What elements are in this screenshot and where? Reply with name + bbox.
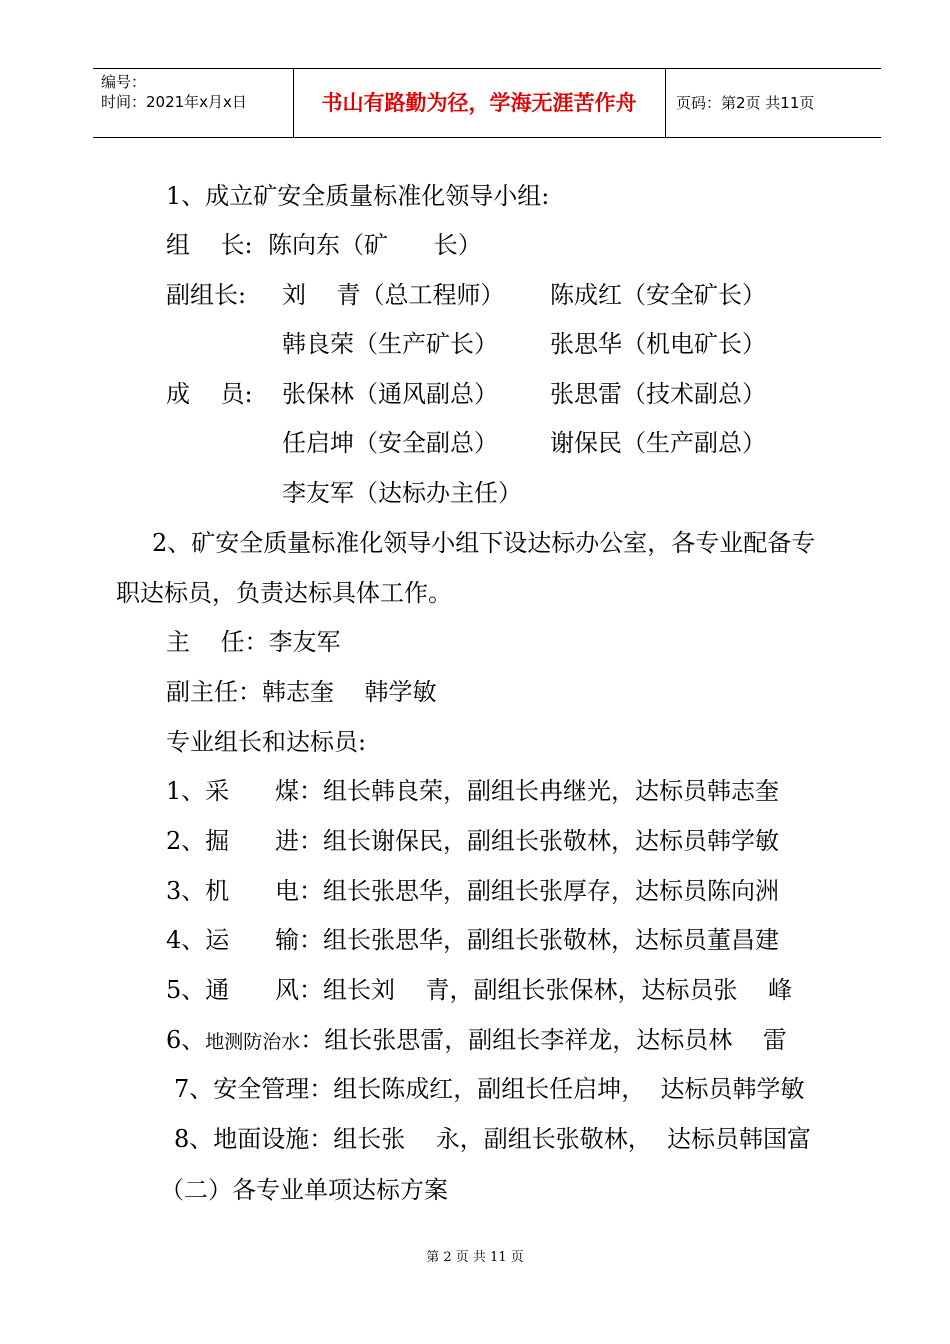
specialty-item: 2、掘 进：组长谢保民，副组长张敬林，达标员韩学敏 (166, 827, 780, 855)
member-a2: 张思雷（技术副总） (550, 380, 766, 408)
director-line: 主 任：李友军 (166, 628, 341, 656)
item6-specialty: 地测防治水 (205, 1031, 301, 1053)
deputy-a1: 刘 青（总工程师） (282, 281, 505, 309)
leader-value: 陈向东（矿 长） (268, 231, 482, 259)
para-2-line-1: 2、矿安全质量标准化领导小组下设达标办公室，各专业配备专 (152, 529, 816, 557)
deputy-a2: 陈成红（安全矿长） (550, 281, 766, 309)
item6-detail: ：组长张思雷，副组长李祥龙，达标员林 雷 (300, 1026, 787, 1054)
header-meta-cell (93, 69, 294, 137)
deputy-b2: 张思华（机电矿长） (550, 330, 766, 358)
para-2-line-2: 职达标员，负责达标具体工作。 (116, 579, 452, 607)
member-a1: 张保林（通风副总） (282, 380, 498, 408)
section-1-heading: 1、成立矿安全质量标准化领导小组: (166, 182, 550, 210)
leader-label: 组 长: (166, 231, 253, 259)
time-label: 时间：2021年x月x日 (101, 93, 247, 111)
specialty-item-8: 8、地面设施：组长张 永，副组长张敬林， 达标员韩国富 (174, 1125, 812, 1153)
deputy-b1: 韩良荣（生产矿长） (282, 330, 498, 358)
page-header (93, 68, 881, 138)
section-2-heading: （二）各专业单项达标方案 (160, 1176, 448, 1204)
deputy-label: 副组长: (166, 281, 247, 309)
specialty-item: 4、运 输：组长张思华，副组长张敬林，达标员董昌建 (166, 926, 780, 954)
number-label: 编号： (101, 73, 147, 91)
header-page-code: 页码：第2页 共11页 (676, 94, 815, 112)
specialty-item: 3、机 电：组长张思华，副组长张厚存，达标员陈向洲 (166, 877, 780, 905)
specialty-item: 5、通 风：组长刘 青，副组长张保林，达标员张 峰 (166, 976, 793, 1004)
specialty-item-7: 7、安全管理：组长陈成红，副组长任启坤， 达标员韩学敏 (174, 1075, 805, 1103)
header-motto: 书山有路勤为径，学海无涯苦作舟 (293, 69, 666, 137)
specialty-heading: 专业组长和达标员: (166, 728, 367, 756)
specialty-item: 1、采 煤：组长韩良荣，副组长冉继光，达标员韩志奎 (166, 777, 780, 805)
member-b1: 任启坤（安全副总） (282, 429, 498, 457)
specialty-item-6 (166, 1025, 787, 1057)
member-b2: 谢保民（生产副总） (550, 429, 766, 457)
member-label: 成 员: (166, 380, 253, 408)
vice-director-line: 副主任：韩志奎 韩学敏 (166, 678, 437, 706)
item6-number: 6、 (166, 1026, 206, 1054)
member-c1: 李友军（达标办主任） (282, 479, 522, 507)
page-footer: 第 2 页 共 11 页 (426, 1250, 524, 1265)
